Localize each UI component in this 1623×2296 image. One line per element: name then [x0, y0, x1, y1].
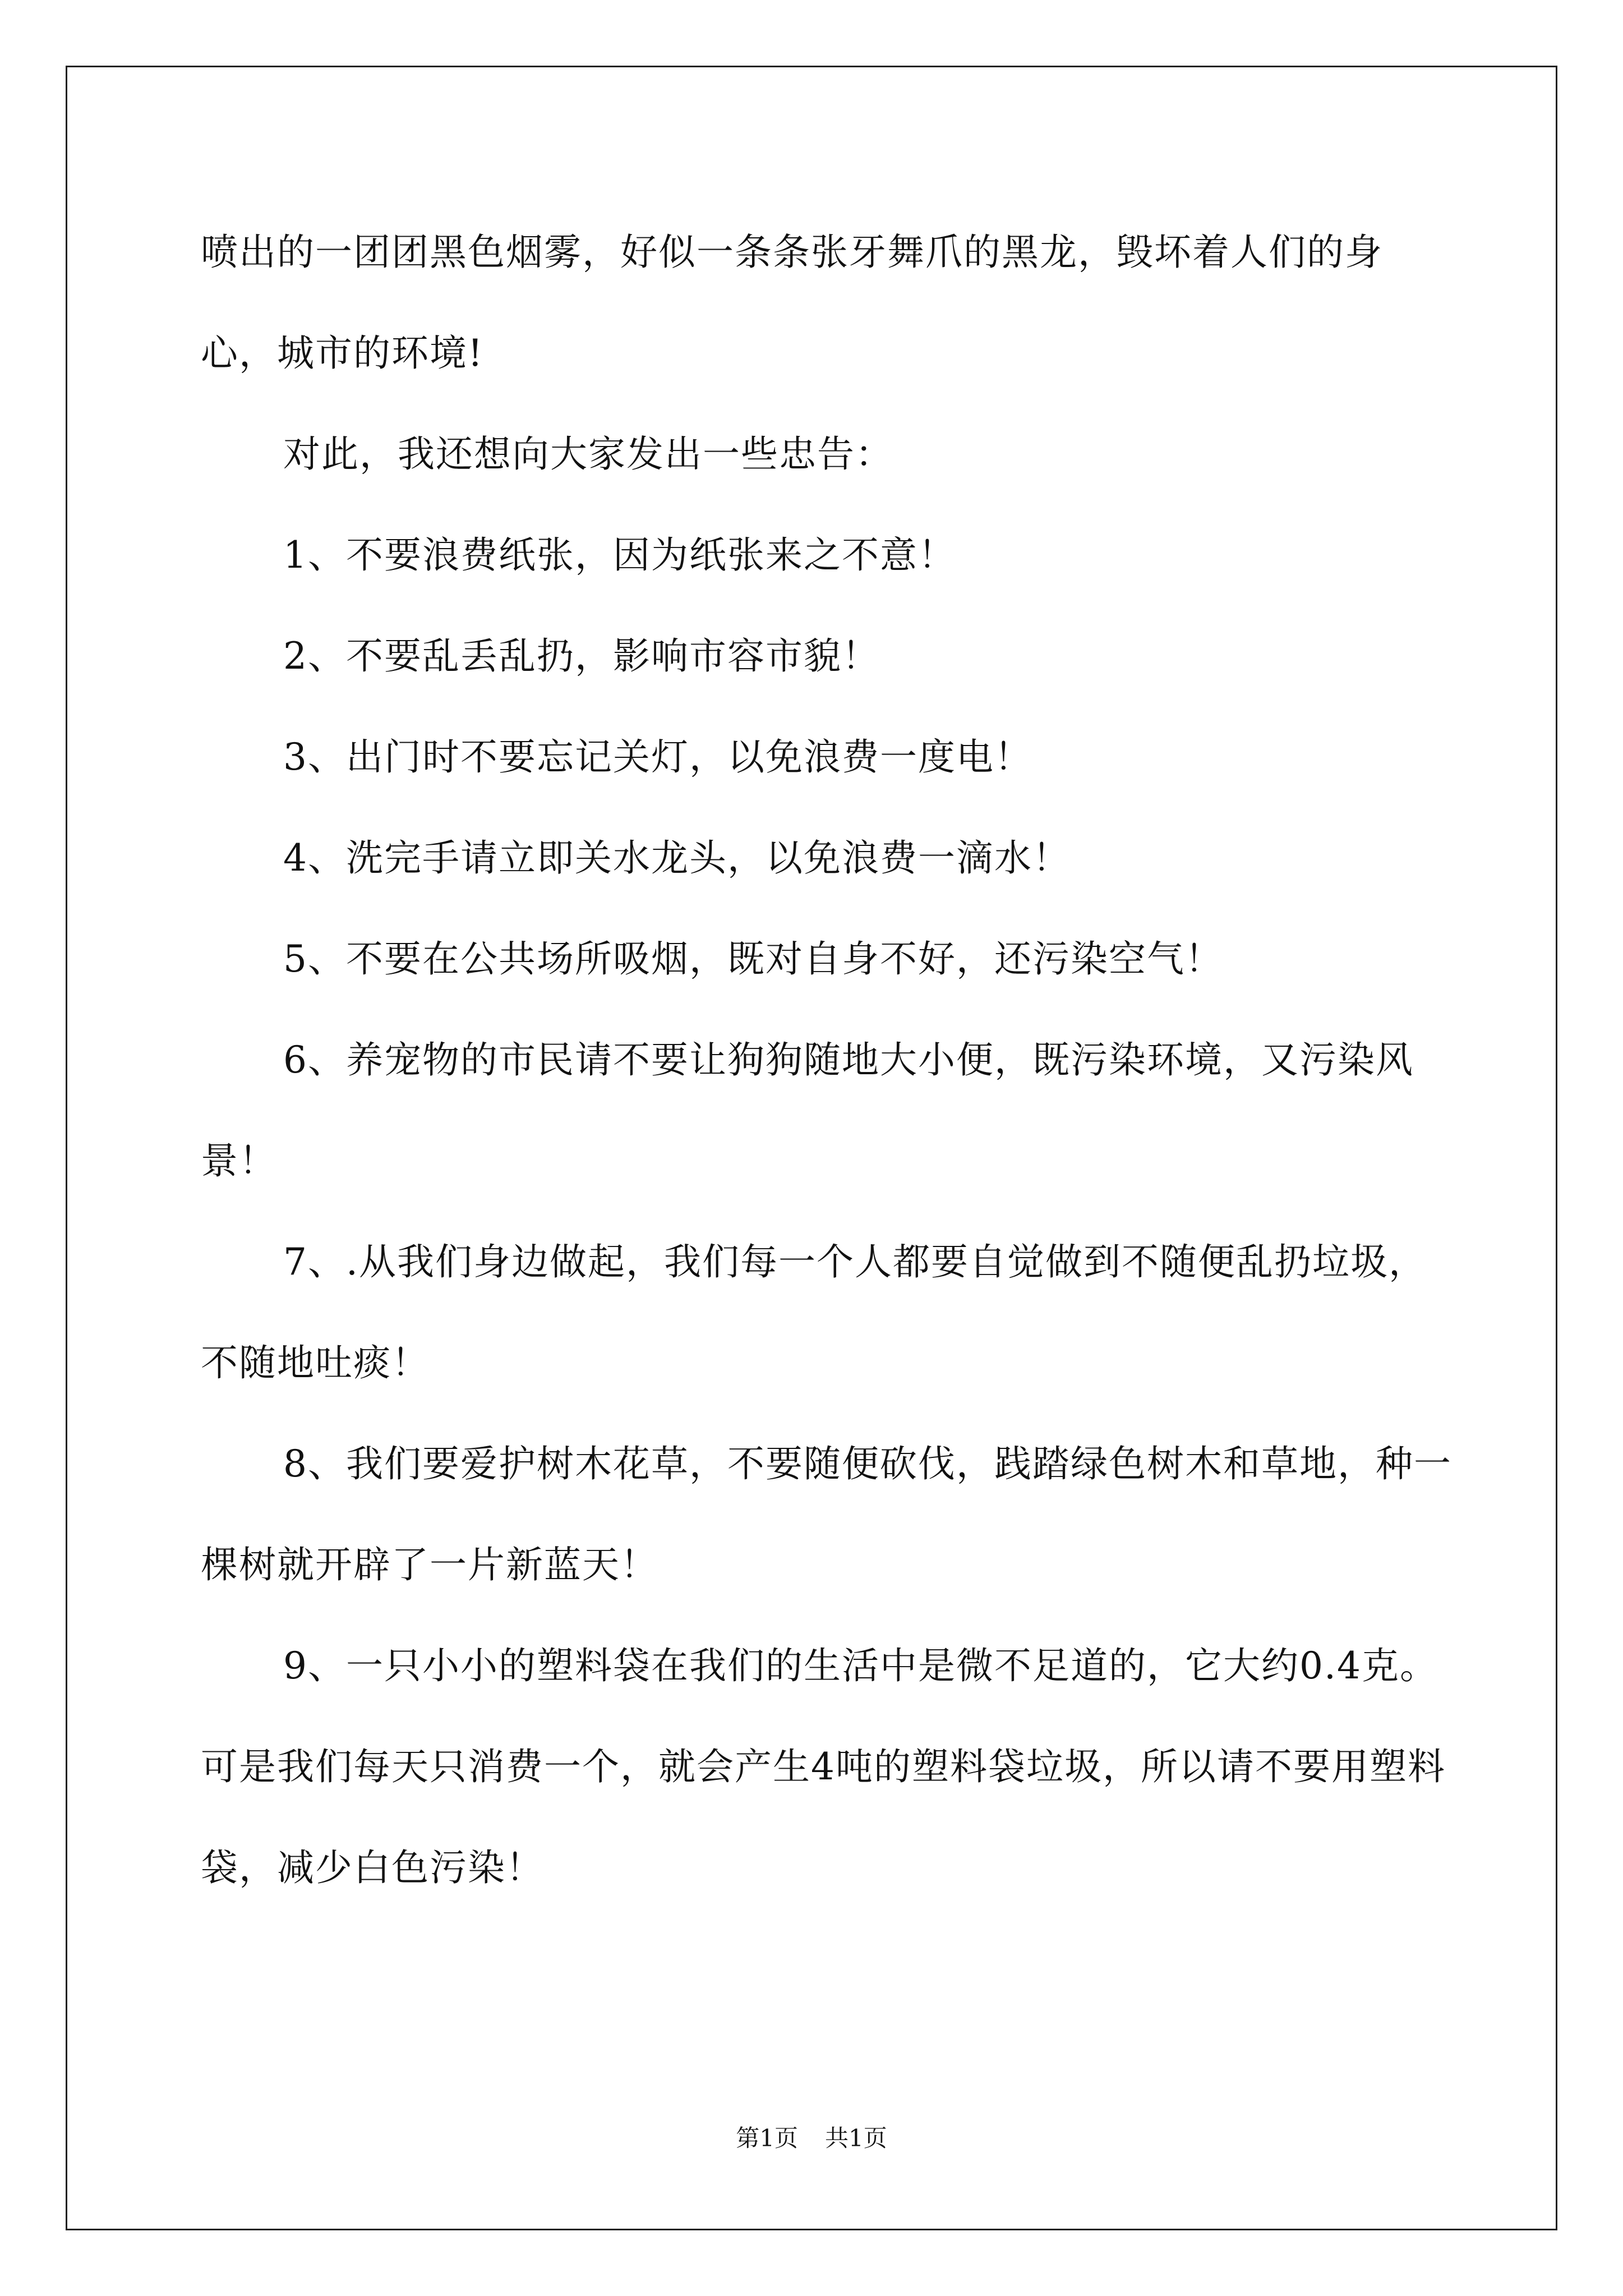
page-footer [0, 2122, 1623, 2155]
paragraph: 喷出的一团团黑色烟雾，好似一条条张牙舞爪的黑龙，毁坏着人们的身心，城市的环境! [201, 231, 1383, 375]
list-item: 4、洗完手请立即关水龙头，以免浪费一滴水！ [283, 836, 1071, 880]
list-item: 9、一只小小的塑料袋在我们的生活中是微不足道的，它大约0.4克。可是我们每天只消费一个，就会产生4吨的塑料袋垃圾，所以请不要用塑料袋，减少白色污染！ [201, 1644, 1446, 1889]
list-item: 5、不要在公共场所吸烟，既对自身不好，还污染空气！ [283, 937, 1223, 981]
list-item: 8、我们要爱护树木花草，不要随便砍伐，践踏绿色树木和草地，种一棵树就开辟了一片新蓝天！ [201, 1442, 1452, 1586]
list-item: 1、不要浪费纸张，因为纸张来之不意！ [283, 533, 956, 577]
list-item: 2、不要乱丢乱扔，影响市容市貌！ [283, 634, 880, 678]
list-item: 6、养宠物的市民请不要让狗狗随地大小便，既污染环境，又污染风景！ [201, 1038, 1414, 1182]
page-number: 第1页 [736, 2124, 798, 2152]
list-item: 7、.从我们身边做起，我们每一个人都要自觉做到不随便乱扔垃圾，不随地吐痰！ [201, 1240, 1427, 1384]
list-item: 3、出门时不要忘记关灯，以免浪费一度电！ [283, 735, 1032, 779]
page-total: 共1页 [825, 2124, 887, 2152]
document-body [201, 202, 1457, 1918]
paragraph: 对此，我还想向大家发出一些忠告： [283, 432, 893, 476]
